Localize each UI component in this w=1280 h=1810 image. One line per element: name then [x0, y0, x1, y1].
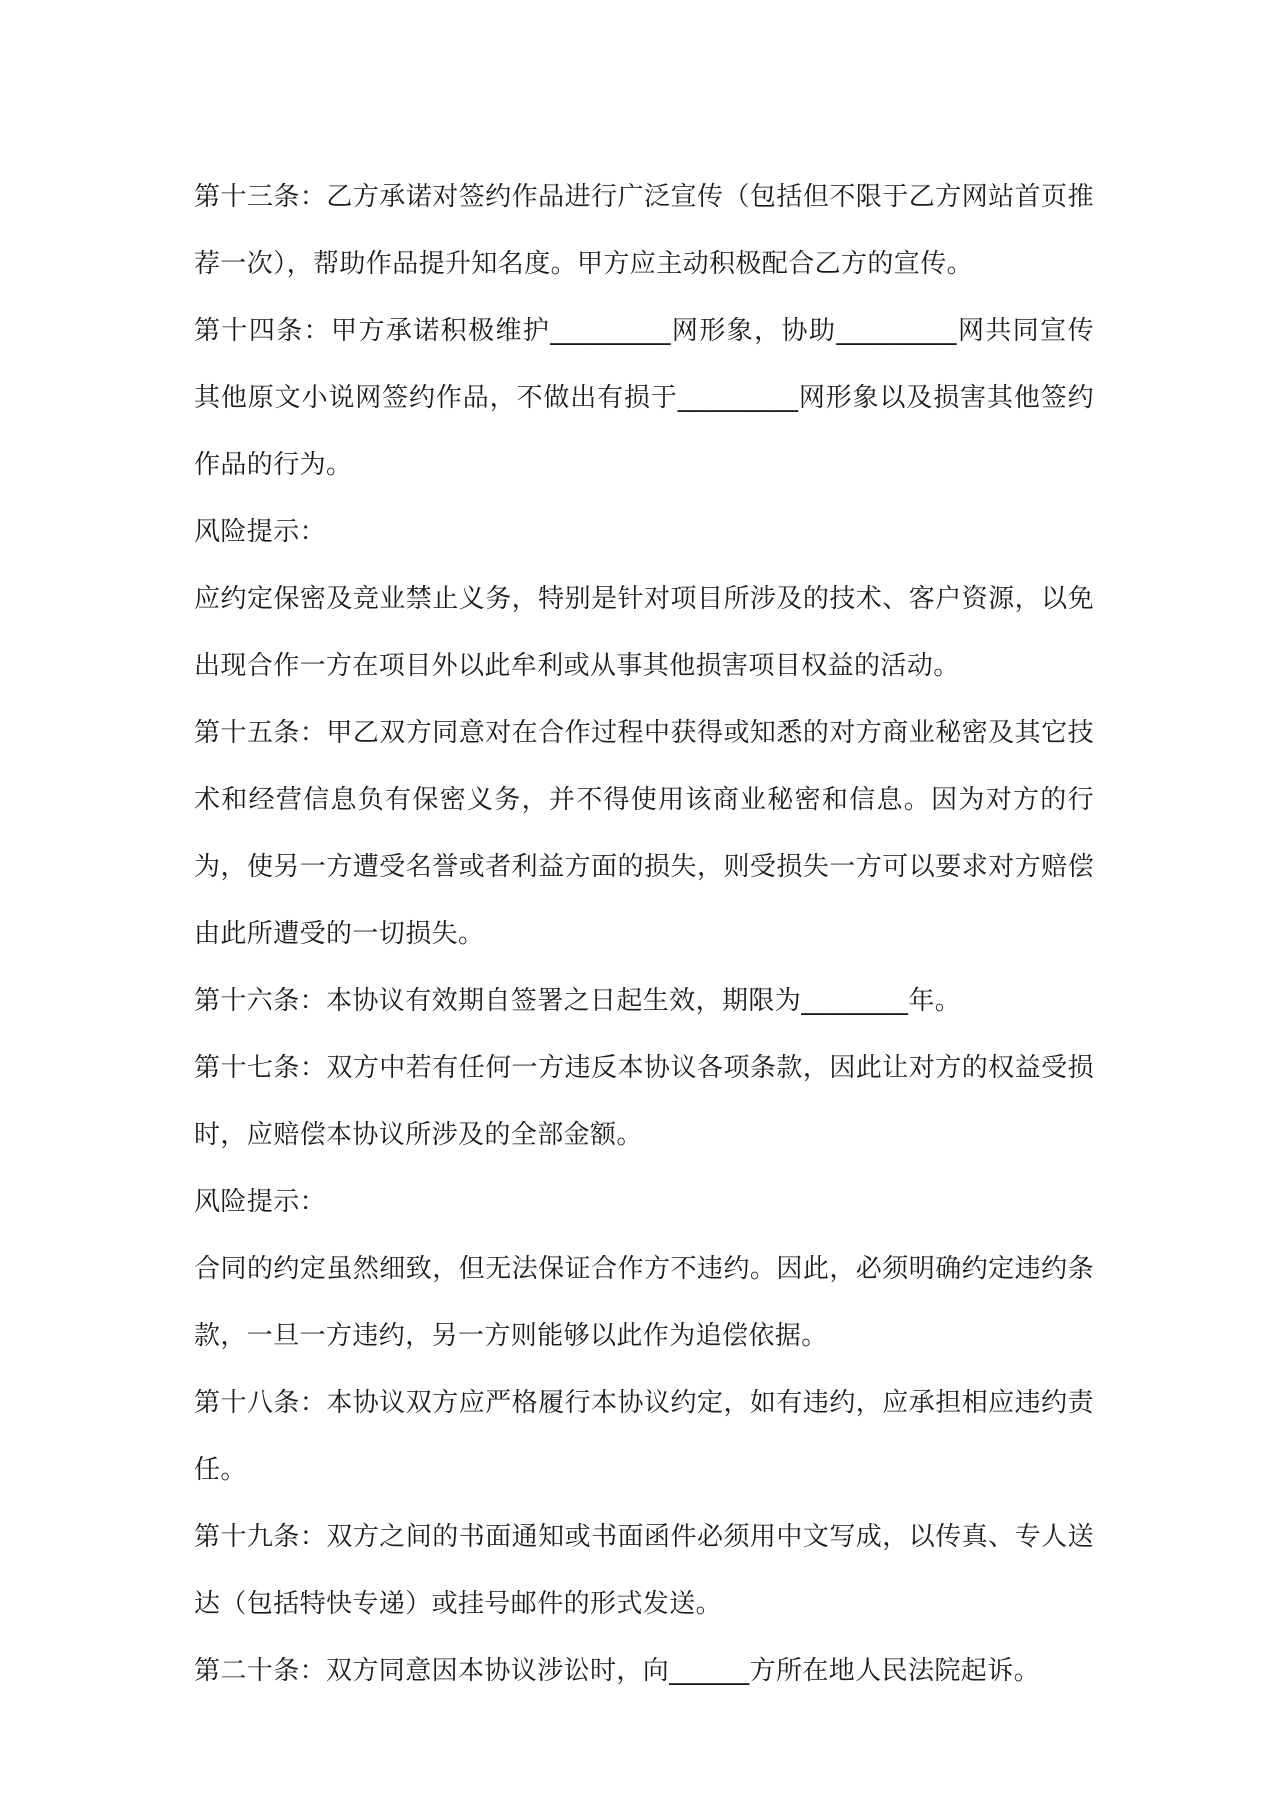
clause-15: 第十五条：甲乙双方同意对在合作过程中获得或知悉的对方商业秘密及其它技术和经营信息负有保密义务，并不得使用该商业秘密和信息。因为对方的行为，使另一方遭受名誉或者利益方面的损失，则受损失一方可以要求对方赔偿由此所遭受的一切损失。: [194, 718, 1094, 949]
risk-note: 合同的约定虽然细致，但无法保证合作方不违约。因此，必须明确约定违约条款，一旦一方违约，另一方则能够以此作为追偿依据。: [194, 1254, 1094, 1351]
document-body: [194, 164, 1094, 1705]
clause-13: 第十三条：乙方承诺对签约作品进行广泛宣传（包括但不限于乙方网站首页推荐一次），帮助作品提升知名度。甲方应主动积极配合乙方的宣传。: [194, 182, 1094, 279]
clause-19: 第十九条：双方之间的书面通知或书面函件必须用中文写成，以传真、专人送达（包括特快专递）或挂号邮件的形式发送。: [194, 1522, 1094, 1619]
clause-14: 第十四条：甲方承诺积极维护_________网形象，协助_________网共同宣传其他原文小说网签约作品，不做出有损于_________网形象以及损害其他签约作品的行为。: [194, 316, 1094, 480]
clause-20: 第二十条：双方同意因本协议涉讼时，向______方所在地人民法院起诉。: [194, 1656, 1041, 1686]
clause-16: 第十六条：本协议有效期自签署之日起生效，期限为________年。: [194, 986, 962, 1016]
risk-note: 应约定保密及竞业禁止义务，特别是针对项目所涉及的技术、客户资源，以免出现合作一方在项目外以此牟利或从事其他损害项目权益的活动。: [194, 584, 1094, 681]
clause-17: 第十七条：双方中若有任何一方违反本协议各项条款，因此让对方的权益受损时，应赔偿本协议所涉及的全部金额。: [194, 1053, 1094, 1150]
risk-heading: 风险提示：: [194, 517, 327, 547]
clause-18: 第十八条：本协议双方应严格履行本协议约定，如有违约，应承担相应违约责任。: [194, 1388, 1094, 1485]
risk-heading: 风险提示：: [194, 1187, 327, 1217]
